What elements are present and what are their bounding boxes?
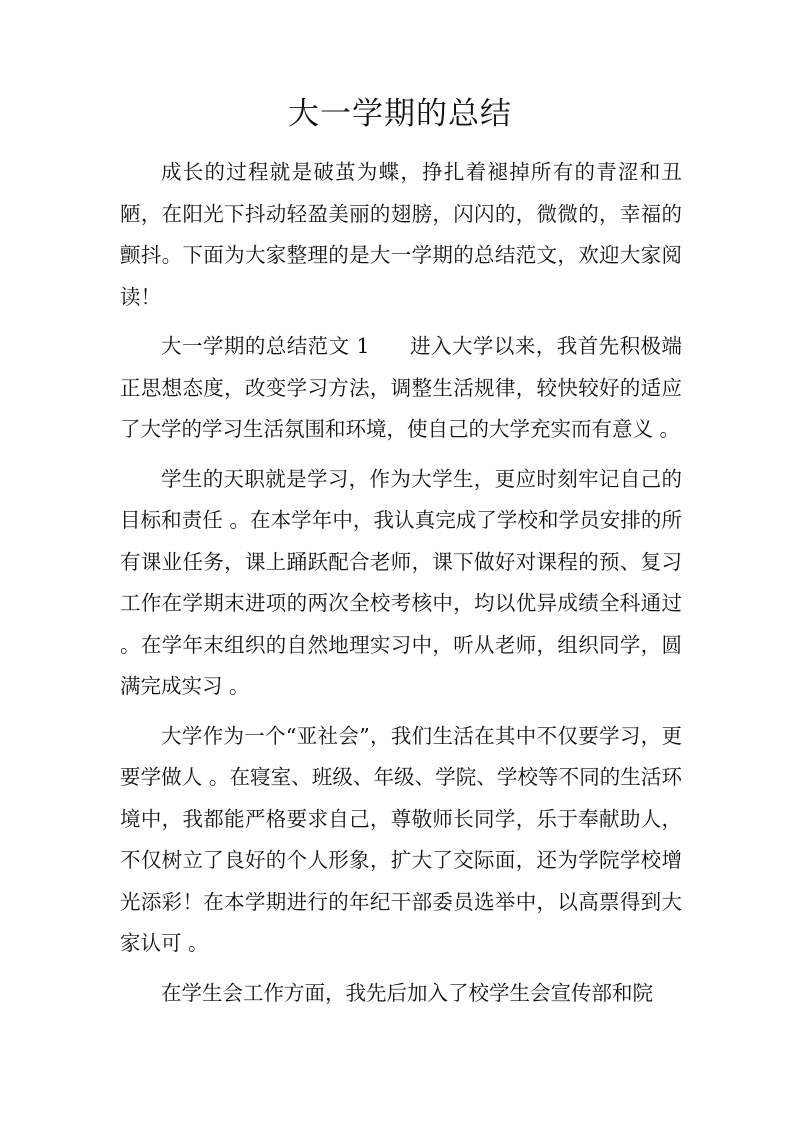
sample-section-text: 进入大学以来，我首先积极端正思想态度，改变学习方法，调整生活规律，较快较好的适应了大学的学习生活氛围和环境，使自己的大学充实而有意义 。 [120, 334, 683, 441]
study-paragraph: 学生的天职就是学习，作为大学生，更应时刻牢记自己的目标和责任 。在本学年中，我认真完成了学校和学员安排的所有课业任务，课上踊跃配合老师，课下做好对课程的预、复习工作在学期末进项的两次全校考核中，均以优异成绩全科通过 。在学年末组织的自然地理实习中，听从老师，组织同学，圆满完成实习 。 [120, 466, 682, 698]
social-paragraph: 大学作为一个“亚社会”，我们生活在其中不仅要学习，更要学做人 。在寝室、班级、年级、学院、学校等不同的生活环境中，我都能严格要求自己，尊敬师长同学，乐于奉献助人，不仅树立了良好的个人形象，扩大了交际面，还为学院学校增光添彩！在本学期进行的年纪干部委员选举中，以高票得到大家认可 。 [120, 723, 682, 955]
document-body [120, 152, 682, 1014]
intro-paragraph: 成长的过程就是破茧为蝶，挣扎着褪掉所有的青涩和丑陋，在阳光下抖动轻盈美丽的翅膀，闪闪的，微微的，幸福的颤抖。下面为大家整理的是大一学期的总结范文，欢迎大家阅读！ [120, 160, 682, 309]
sample-section-paragraph [120, 326, 682, 451]
sample-section-heading: 大一学期的总结范文 1 [161, 334, 370, 358]
document-title: 大一学期的总结 [288, 96, 512, 132]
student-union-paragraph: 在学生会工作方面，我先后加入了校学生会宣传部和院 [161, 980, 653, 1005]
